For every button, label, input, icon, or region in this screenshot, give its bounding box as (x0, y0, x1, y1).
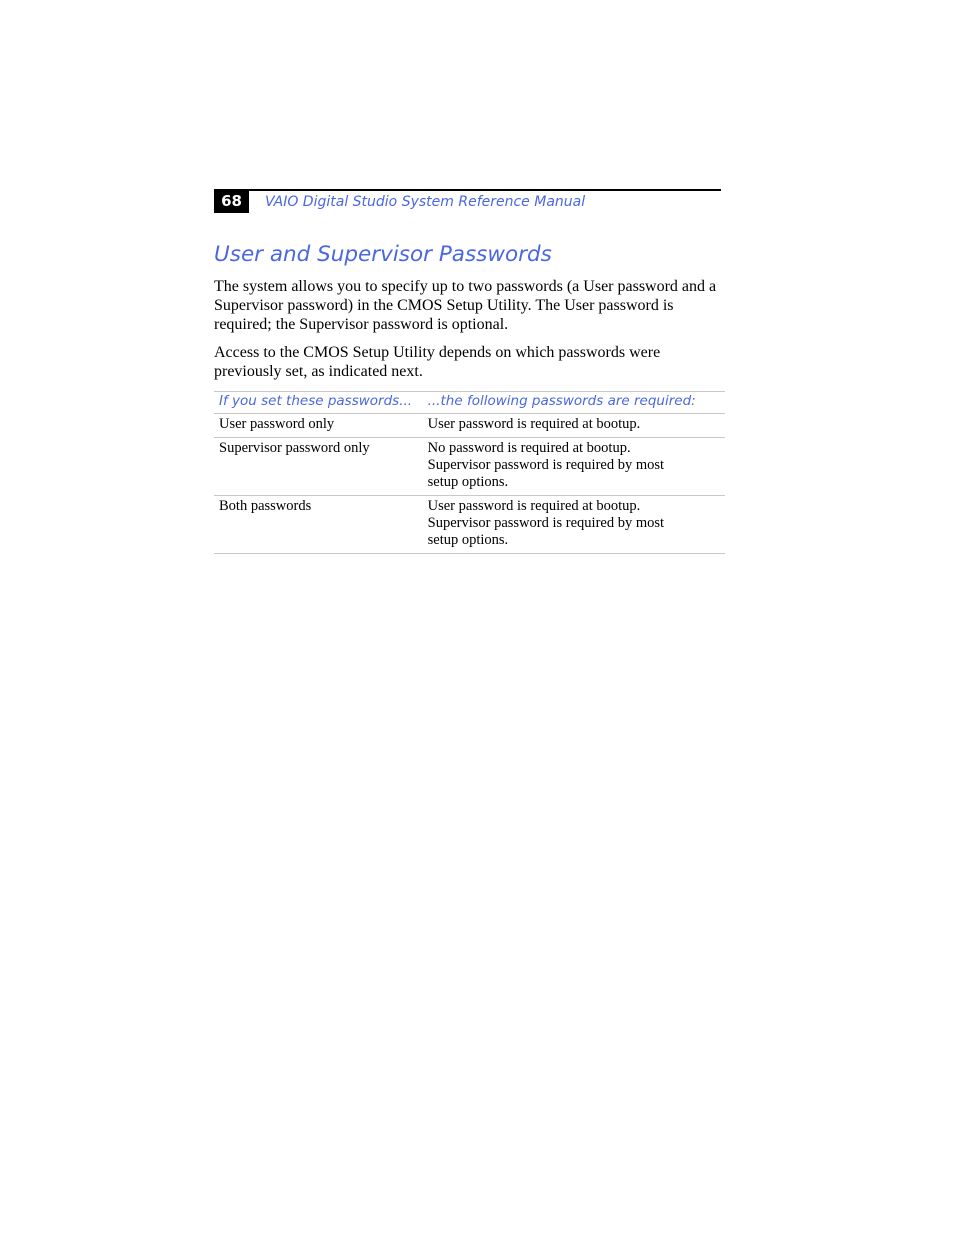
access-paragraph: Access to the CMOS Setup Utility depends on which passwords were previously set, as indicated next. (214, 344, 661, 380)
header-set-passwords: If you set these passwords... (214, 392, 423, 414)
row-set-cell: Both passwords (214, 496, 423, 554)
table-header-row (214, 392, 725, 414)
required-line: User password is required at bootup. (427, 498, 641, 514)
required-line: Supervisor password is required by most (427, 457, 665, 473)
header-required-passwords: ...the following passwords are required: (423, 392, 725, 414)
intro-paragraph: The system allows you to specify up to two passwords (a User password and a Supervisor password) in the CMOS Setup Utility. The User password is required; the Supervisor password is optional. (214, 278, 717, 333)
required-line: No password is required at bootup. (427, 440, 631, 456)
row-set-cell: User password only (214, 414, 423, 438)
table-row (214, 496, 725, 554)
required-line: setup options. (427, 474, 509, 490)
row-required-cell (423, 414, 725, 438)
required-line: setup options. (427, 532, 509, 548)
required-line: Supervisor password is required by most (427, 515, 665, 531)
page-number: 68 (214, 190, 249, 213)
row-required-cell (423, 438, 725, 496)
row-required-cell (423, 496, 725, 554)
password-table (214, 391, 725, 554)
required-line: User password is required at bootup. (427, 416, 641, 432)
section-title: User and Supervisor Passwords (214, 242, 552, 267)
table-row (214, 414, 725, 438)
table-row (214, 438, 725, 496)
running-title: VAIO Digital Studio System Reference Manual (265, 194, 586, 210)
row-set-cell: Supervisor password only (214, 438, 423, 496)
header-rule (214, 189, 721, 191)
